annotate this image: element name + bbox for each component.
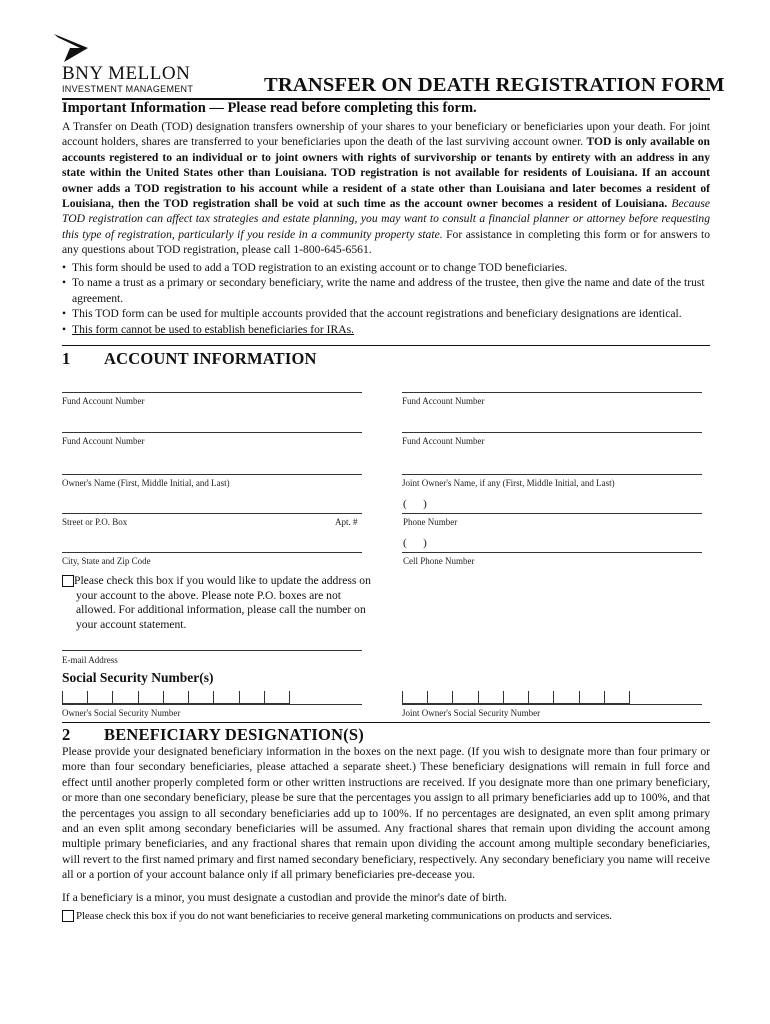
fund-account-2-field[interactable] (402, 392, 702, 393)
marketing-optout-label: Please check this box if you do not want beneficiaries to receive general marketing communications on products and services. (76, 910, 612, 922)
important-heading: Important Information — Please read before completing this form. (62, 100, 477, 116)
brand-name: BNY MELLON (62, 63, 191, 84)
bullet-item: • This form should be used to add a TOD registration to an existing account or to change TOD beneficiaries. (62, 260, 710, 275)
section1-title: ACCOUNT INFORMATION (104, 349, 317, 368)
email-label: E-mail Address (62, 655, 118, 665)
fund-account-1-label: Fund Account Number (62, 396, 145, 406)
section2-number: 2 (62, 725, 71, 744)
phone-area-code: ( ) (403, 498, 427, 510)
bny-mellon-logo-icon (54, 34, 88, 62)
cell-phone-field[interactable] (402, 552, 702, 553)
email-field[interactable] (62, 650, 362, 651)
phone-field[interactable] (402, 513, 702, 514)
apt-label: Apt. # (335, 517, 358, 527)
section1-rule (62, 345, 710, 346)
fund-account-1-field[interactable] (62, 392, 362, 393)
city-state-zip-field[interactable] (62, 552, 362, 553)
brand-subtitle: INVESTMENT MANAGEMENT (62, 84, 194, 94)
street-label: Street or P.O. Box (62, 517, 128, 527)
joint-owner-name-label: Joint Owner's Name, if any (First, Middle Initial, and Last) (402, 478, 615, 488)
fund-account-2-label: Fund Account Number (402, 396, 485, 406)
cell-area-code: ( ) (403, 537, 427, 549)
marketing-optout-checkbox[interactable] (62, 910, 74, 922)
owner-ssn-field[interactable] (62, 691, 290, 704)
section2-rule (62, 722, 710, 723)
fund-account-3-label: Fund Account Number (62, 436, 145, 446)
bullet-item: • To name a trust as a primary or secondary beneficiary, write the name and address of the trustee, then give the name and date of the trust agreement. (62, 275, 710, 306)
beneficiary-paragraph: Please provide your designated beneficiary information in the boxes on the next page. (If you wish to designate more than four primary or more than four secondary beneficiaries, please attached a separate sheet.) These beneficiary designations will remain in full force and effect until another properly completed form or other written instructions are received. If you designate more than one primary beneficiary, or more than one secondary beneficiary, please be sure that the percentages you assign to all primary beneficiaries add up to 100%, and that the percentages you assign to all secondary beneficiaries add up to 100%. If no percentages are designated, an even split among primary and an even split among secondary beneficiaries will be assumed. Any fractional shares that remain upon dividing the account among multiple primary beneficiaries, and any fractional shares that remain upon dividing the account among multiple secondary beneficiaries, will revert to the first named primary and first named secondary beneficiary, respectively. Any secondary beneficiary you name will receive all or a portion of your account balance only if all primary beneficiaries pre-decease you. (62, 745, 710, 882)
owner-ssn-label: Owner's Social Security Number (62, 708, 181, 718)
section2-title: BENEFICIARY DESIGNATION(S) (104, 725, 364, 744)
phone-label: Phone Number (403, 517, 458, 527)
joint-owner-name-field[interactable] (402, 474, 702, 475)
ssn-heading: Social Security Number(s) (62, 670, 214, 685)
joint-ssn-field[interactable] (402, 691, 630, 704)
owner-ssn-underline (62, 704, 362, 705)
owner-name-label: Owner's Name (First, Middle Initial, and Last) (62, 478, 230, 488)
joint-ssn-label: Joint Owner's Social Security Number (402, 708, 541, 718)
fund-account-3-field[interactable] (62, 432, 362, 433)
important-paragraph: A Transfer on Death (TOD) designation transfers ownership of your shares to your beneficiary or beneficiaries upon your death. For joint account holders, shares are transferred to your beneficiaries upon the death of the last surviving account owner. TOD is only available on accounts registered to an individual or to joint owners with rights of survivorship or tenants by entirety with an address in any state within the United States other than Louisiana. TOD registration is not available for residents of Louisiana. If an account owner adds a TOD registration to his account while a resident of a state other than Louisiana and later becomes a resident of Louisiana, then the TOD registration shall be void at such time as the account owner becomes a resident of Louisiana. Because TOD registration can affect tax strategies and estate planning, you may want to consult a financial planner or attorney before requesting this type of registration, particularly if you reside in a community property state. For assistance in completing this form or for answers to any questions about TOD registration, please call 1-800-645-6561. (62, 120, 710, 257)
bullet-item: • This form cannot be used to establish beneficiaries for IRAs. (62, 322, 710, 337)
address-update-note: Please check this box if you would like to update the address on your account to the above. Please note P.O. boxes are not allowed. For additional information, please call the number on your account statement. (74, 574, 371, 631)
bullet-item: • This TOD form can be used for multiple accounts provided that the account registrations and beneficiary designations are identical. (62, 306, 710, 321)
fund-account-4-label: Fund Account Number (402, 436, 485, 446)
section1-number: 1 (62, 349, 71, 368)
form-title: TRANSFER ON DEATH REGISTRATION FORM (264, 74, 725, 96)
joint-ssn-underline (402, 704, 702, 705)
owner-name-field[interactable] (62, 474, 362, 475)
important-bullets (62, 260, 710, 337)
cell-phone-label: Cell Phone Number (403, 556, 475, 566)
minor-note: If a beneficiary is a minor, you must designate a custodian and provide the minor's date of birth. (62, 891, 507, 904)
street-field[interactable] (62, 513, 362, 514)
fund-account-4-field[interactable] (402, 432, 702, 433)
address-update-checkbox[interactable] (62, 575, 74, 587)
city-state-zip-label: City, State and Zip Code (62, 556, 151, 566)
